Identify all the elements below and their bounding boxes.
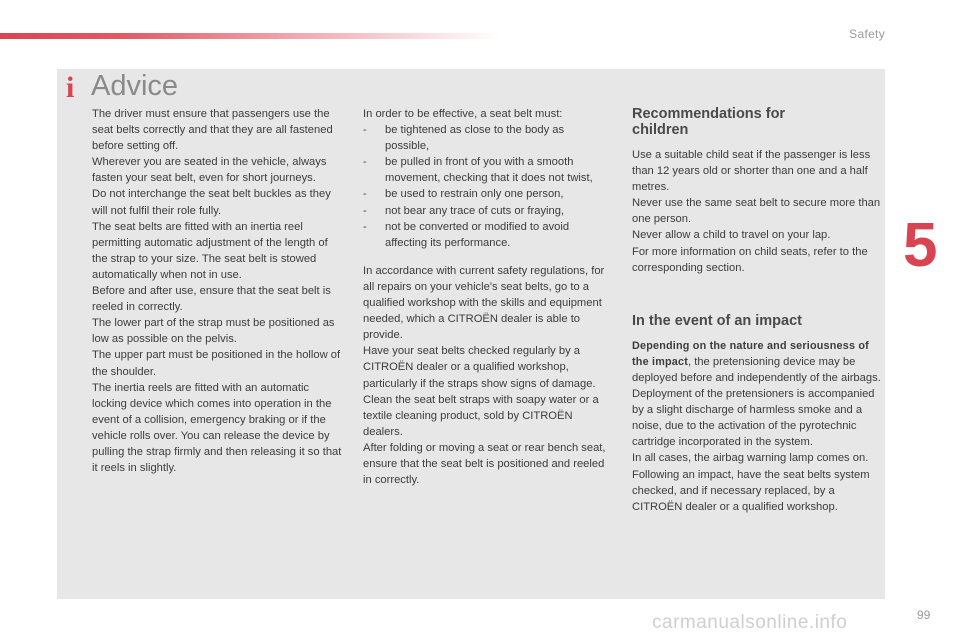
watermark: carmanualsonline.info — [652, 612, 848, 633]
list-item — [363, 186, 608, 202]
advice-paragraph: The upper part must be positioned in the hollow of the shoulder. — [92, 349, 341, 378]
list-dash: - — [363, 188, 367, 201]
impact-paragraph: Following an impact, have the seat belts system checked, and if necessary replaced, by a CITROËN dealer or a qualified workshop. — [632, 468, 870, 513]
advice-paragraph: The seat belts are fitted with an inertia reel permitting automatic adjustment of the length of the strap to your size. The seat belt is stowed automatically when not in use. — [92, 220, 328, 281]
seat-belt-requirements-list — [363, 122, 608, 251]
advice-paragraph: Do not interchange the seat belt buckles as they will not fulfil their role fully. — [92, 188, 331, 217]
advice-paragraph: Wherever you are seated in the vehicle, always fasten your seat belt, even for short journeys. — [92, 156, 327, 185]
recommendation-paragraph: Never use the same seat belt to secure more than one person. — [632, 197, 881, 226]
advice-column-2 — [363, 106, 608, 488]
impact-lead-paragraph — [632, 338, 882, 451]
recommendations-heading: Recommendations for children — [632, 106, 786, 138]
list-item — [363, 203, 608, 219]
seat-belt-intro: In order to be effective, a seat belt must: — [363, 108, 563, 120]
impact-lead-rest: , the pretensioning device may be deployed before and independently of the airbags. Deployment of the pretensioners is accompanied by a slight discharge of harmless smoke and a noise, due to the activation of the pyrotechnic cartridge incorporated in the system. — [632, 355, 881, 449]
advice-paragraph: In accordance with current safety regulations, for all repairs on your vehicle's seat belts, go to a qualified workshop with the skills and equipment needed, which a CITROËN dealer is able to provide. — [363, 264, 605, 342]
advice-paragraph: Before and after use, ensure that the seat belt is reeled in correctly. — [92, 285, 331, 314]
advice-paragraph: Have your seat belts checked regularly by a CITROËN dealer or a qualified workshop, particularly if the straps show signs of damage. — [363, 345, 596, 390]
chapter-number: 5 — [903, 211, 938, 280]
advice-paragraph: The driver must ensure that passengers use the seat belts correctly and that they are all fastened before setting off. — [92, 108, 333, 153]
list-dash: - — [363, 156, 367, 169]
list-item-text: not bear any trace of cuts or fraying, — [385, 204, 565, 217]
recommendation-paragraph: Never allow a child to travel on your lap. — [632, 229, 831, 242]
list-item — [363, 154, 608, 186]
list-dash: - — [363, 204, 367, 217]
impact-paragraph: In all cases, the airbag warning lamp comes on. — [632, 452, 869, 465]
advice-heading: Advice — [91, 70, 179, 102]
advice-paragraph: The lower part of the strap must be positioned as low as possible on the pelvis. — [92, 317, 335, 346]
advice-paragraph: The inertia reels are fitted with an automatic locking device which comes into operation in the event of a collision, emergency braking or if the vehicle rolls over. You can release the device by pulling the strap firmly and then releasing it so that it reels in slightly. — [92, 381, 342, 475]
recommendation-paragraph: Use a suitable child seat if the passenger is less than 12 years old or shorter than one and a half metres. — [632, 149, 871, 194]
info-icon: i — [66, 71, 75, 104]
section-title: Safety — [849, 27, 885, 41]
advice-column-1 — [92, 106, 342, 476]
impact-lead-bold: Depending on the nature and seriousness of the impact — [632, 339, 869, 368]
advice-paragraph: Clean the seat belt straps with soapy water or a textile cleaning product, sold by CITROËN dealers. — [363, 393, 599, 438]
list-item-text: be pulled in front of you with a smooth movement, checking that it does not twist, — [385, 156, 593, 185]
list-item — [363, 219, 608, 251]
list-dash: - — [363, 220, 367, 233]
list-item-text: be tightened as close to the body as possible, — [385, 124, 565, 153]
list-item-text: not be converted or modified to avoid affecting its performance. — [385, 220, 570, 249]
list-item-text: be used to restrain only one person, — [385, 188, 564, 201]
list-dash: - — [363, 124, 367, 137]
list-item — [363, 122, 608, 154]
advice-paragraph: After folding or moving a seat or rear bench seat, ensure that the seat belt is positioned and reeled in correctly. — [363, 441, 606, 487]
advice-column-3 — [632, 106, 882, 515]
header-accent-stripe — [0, 33, 500, 39]
page-number: 99 — [917, 608, 931, 622]
recommendation-paragraph: For more information on child seats, refer to the corresponding section. — [632, 245, 868, 274]
impact-heading: In the event of an impact — [632, 312, 802, 329]
